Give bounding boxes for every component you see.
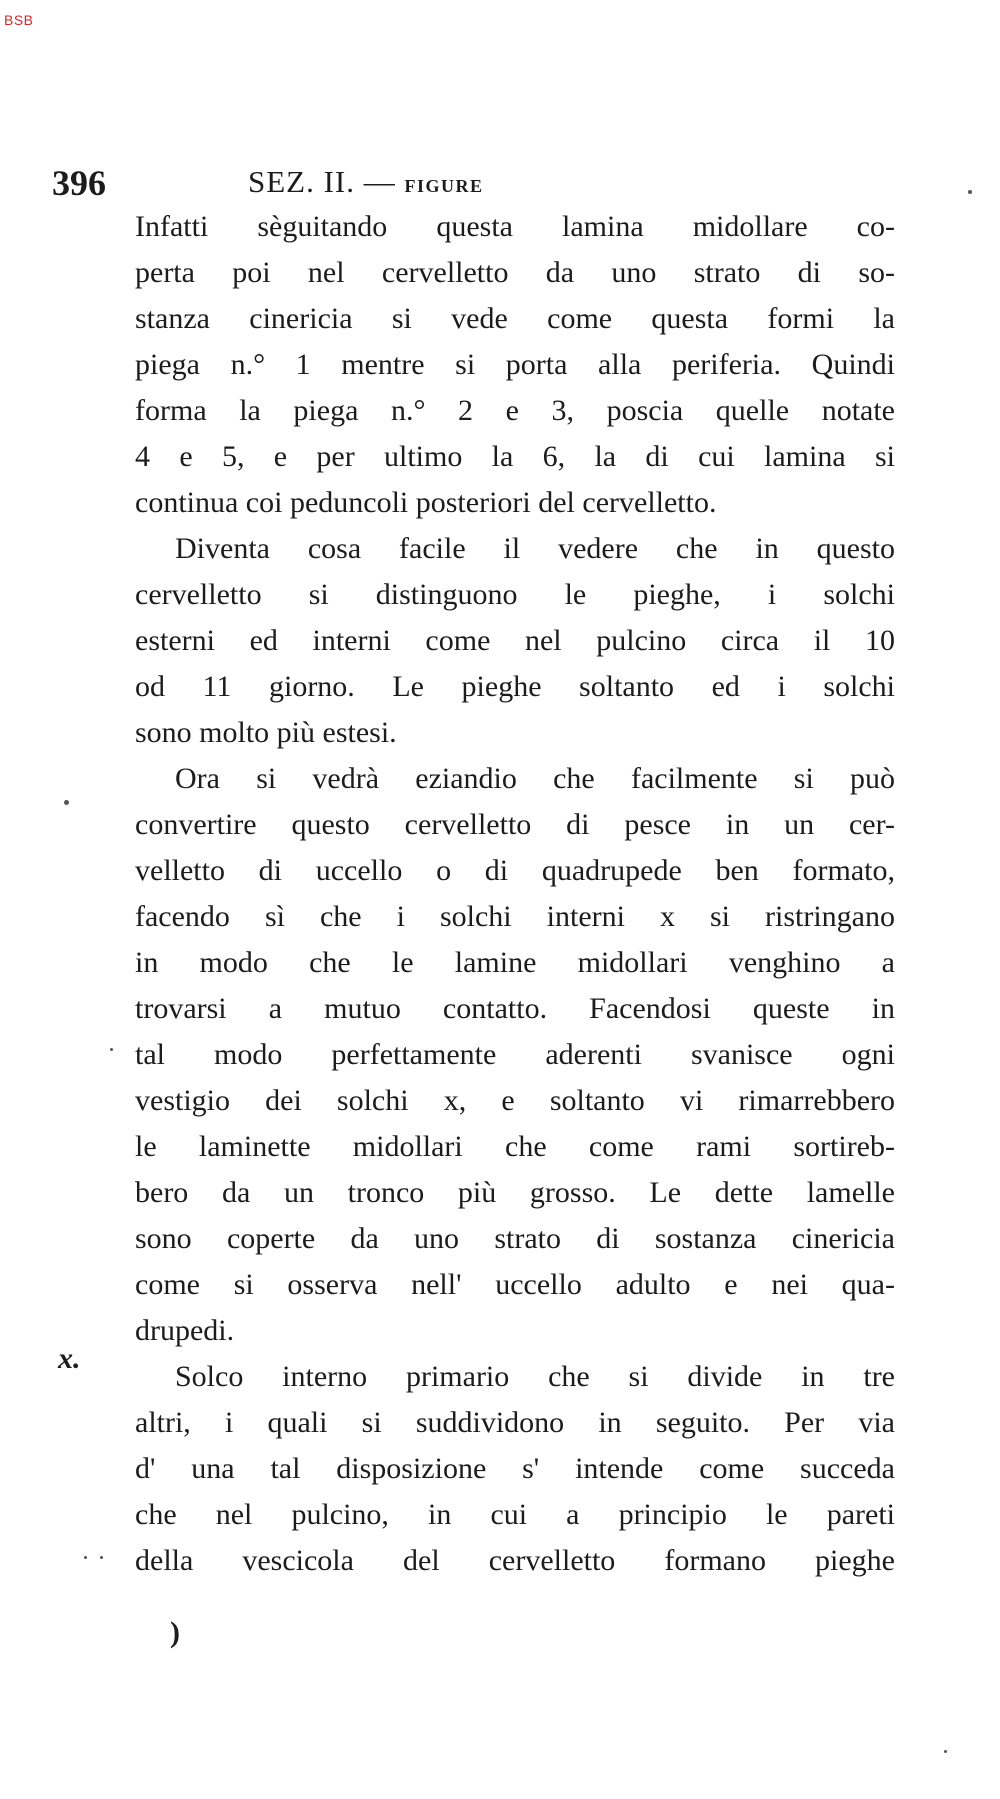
text-line: tal modo perfettamente aderenti svanisce ogni bbox=[135, 1038, 895, 1071]
text-line: 4 e 5, e per ultimo la 6, la di cui lamina si bbox=[135, 440, 895, 473]
footnote bbox=[135, 1354, 895, 1584]
scan-speck bbox=[110, 1048, 113, 1051]
text-line: le laminette midollari che come rami sortireb- bbox=[135, 1130, 895, 1163]
footnote-marker: x. bbox=[58, 1342, 81, 1375]
text-line: drupedi. bbox=[135, 1314, 235, 1347]
scan-speck bbox=[100, 1556, 103, 1559]
text-line: che nel pulcino, in cui a principio le pareti bbox=[135, 1498, 895, 1531]
text-line: vestigio dei solchi x, e soltanto vi rimarrebbero bbox=[135, 1084, 895, 1117]
scan-speck bbox=[84, 1556, 87, 1559]
section-label: SEZ. II. — bbox=[248, 164, 396, 199]
text-line: Infatti sèguitando questa lamina midollare co- bbox=[135, 210, 895, 243]
text-line: velletto di uccello o di quadrupede ben formato, bbox=[135, 854, 895, 887]
scan-speck bbox=[944, 1750, 947, 1753]
text-line: od 11 giorno. Le pieghe soltanto ed i solchi bbox=[135, 670, 895, 703]
text-line: altri, i quali si suddividono in seguito. Per via bbox=[135, 1406, 895, 1439]
scan-speck bbox=[64, 800, 69, 805]
text-line: continua coi peduncoli posteriori del cervelletto. bbox=[135, 486, 717, 519]
text-line: stanza cinericia si vede come questa formi la bbox=[135, 302, 895, 335]
text-line: della vescicola del cervelletto formano pieghe bbox=[135, 1544, 895, 1577]
text-line: trovarsi a mutuo contatto. Facendosi queste in bbox=[135, 992, 895, 1025]
text-line: sono molto più estesi. bbox=[135, 716, 397, 749]
text-line: Ora si vedrà eziandio che facilmente si può bbox=[175, 762, 895, 795]
text-line: Solco interno primario che si divide in tre bbox=[175, 1360, 895, 1393]
page-header bbox=[52, 162, 952, 206]
library-watermark: BSB bbox=[4, 12, 34, 28]
text-line: esterni ed interni come nel pulcino circa il 10 bbox=[135, 624, 895, 657]
text-line: cervelletto si distinguono le pieghe, i solchi bbox=[135, 578, 895, 611]
text-line: convertire questo cervelletto di pesce in un cer- bbox=[135, 808, 895, 841]
text-line: piega n.° 1 mentre si porta alla periferia. Quindi bbox=[135, 348, 895, 381]
text-line: forma la piega n.° 2 e 3, poscia quelle notate bbox=[135, 394, 895, 427]
text-line: perta poi nel cervelletto da uno strato di so- bbox=[135, 256, 895, 289]
paragraph bbox=[135, 526, 895, 756]
paragraph bbox=[135, 756, 895, 1354]
page-number: 396 bbox=[52, 163, 106, 203]
text-line: Diventa cosa facile il vedere che in questo bbox=[175, 532, 895, 565]
text-line: facendo sì che i solchi interni x si ristringano bbox=[135, 900, 895, 933]
page-tail-mark: ) bbox=[170, 1616, 180, 1649]
body-text bbox=[135, 204, 895, 1584]
text-line: in modo che le lamine midollari venghino a bbox=[135, 946, 895, 979]
text-line: come si osserva nell' uccello adulto e nei qua- bbox=[135, 1268, 895, 1301]
scan-speck bbox=[968, 190, 972, 194]
text-line: sono coperte da uno strato di sostanza cinericia bbox=[135, 1222, 895, 1255]
text-line: d' una tal disposizione s' intende come succeda bbox=[135, 1452, 895, 1485]
paragraph bbox=[135, 204, 895, 526]
section-title: FIGURE bbox=[404, 176, 484, 196]
running-head bbox=[248, 164, 484, 200]
text-line: bero da un tronco più grosso. Le dette lamelle bbox=[135, 1176, 895, 1209]
